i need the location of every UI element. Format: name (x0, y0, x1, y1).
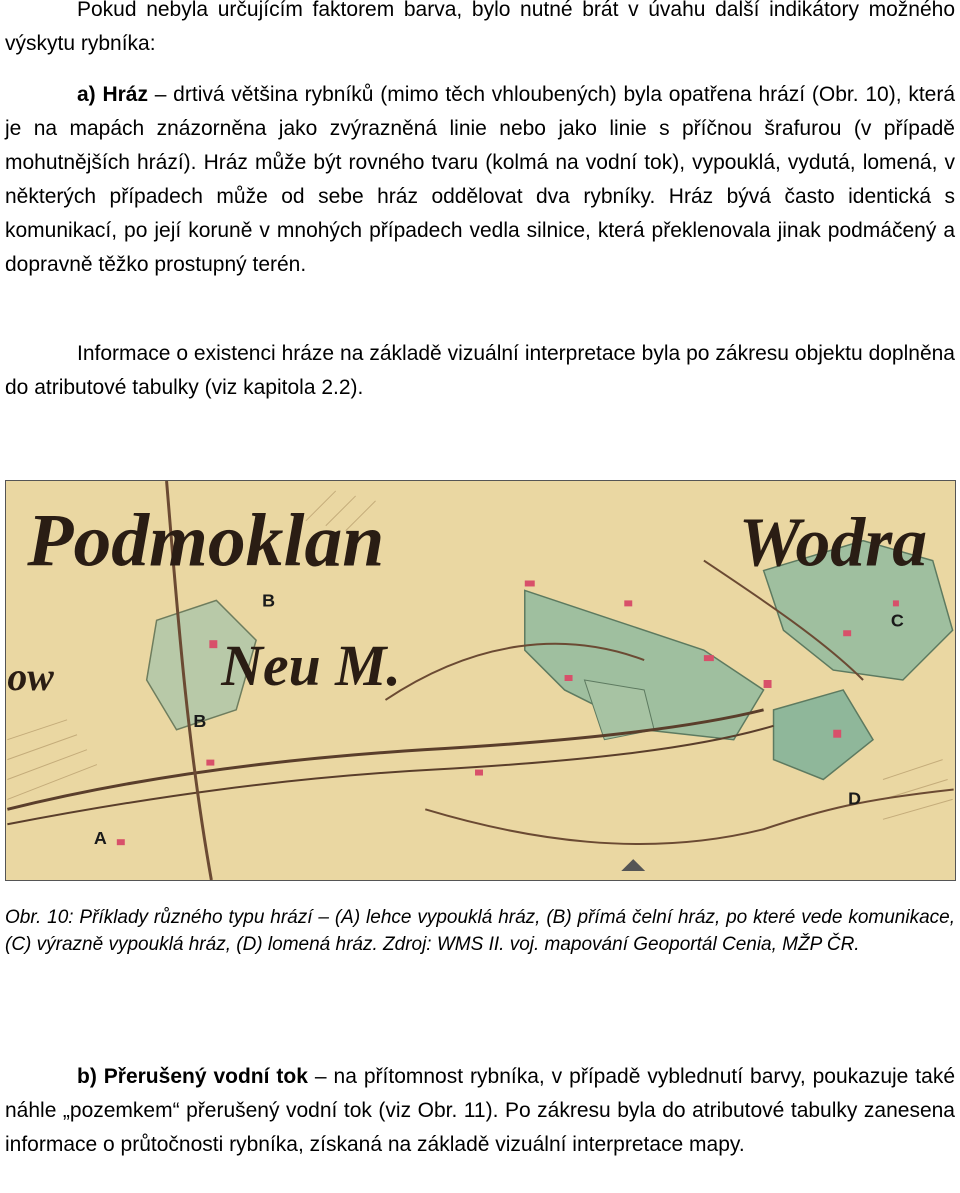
intro-text: Pokud nebyla určujícím faktorem barva, bylo nutné brát v úvahu další indikátory možného výskytu rybníka: (5, 0, 955, 55)
figure-caption: Obr. 10: Příklady různého typu hrází – (A) lehce vypouklá hráz, (B) přímá čelní hráz, po které vede komunikace, (C) výrazně vypouklá hráz, (D) lomená hráz. Zdroj: WMS II. voj. mapování Geoportál Cenia, MŽP ČR. (5, 907, 955, 955)
map-title-right: Wodra (738, 504, 928, 582)
historical-map-figure (5, 480, 956, 881)
attribute-text: Informace o existenci hráze na základě vizuální interpretace byla po zákresu objektu doplněna do atributové tabulky (viz kapitola 2.2). (5, 342, 955, 399)
map-title-left: Podmoklan (27, 499, 385, 583)
map-illustration (6, 481, 955, 880)
label-a: A (93, 828, 107, 849)
stream-text: – na přítomnost rybníka, v případě vyblednutí barvy, poukazuje také náhle „pozemkem“ přerušený vodní tok (viz Obr. 11). Po zákresu byla do atributové tabulky zanesena informace o průtočnosti rybníka, získaná na základě vizuální interpretace mapy. (5, 1065, 956, 1156)
stream-heading: b) Přerušený vodní tok (77, 1065, 308, 1088)
label-d: D (848, 788, 862, 809)
label-c: C (890, 610, 904, 631)
intro-paragraph (5, 0, 955, 61)
dam-heading: a) Hráz (77, 83, 148, 106)
dam-paragraph (5, 78, 955, 282)
map-fragment-left: ow (7, 654, 54, 699)
attribute-paragraph (5, 337, 955, 405)
map-subtitle: Neu M. (221, 634, 401, 698)
stream-paragraph (5, 1060, 955, 1162)
label-b2: B (193, 710, 207, 731)
dam-text: – drtivá většina rybníků (mimo těch vhloubených) byla opatřena hrází (Obr. 10), která je na mapách znázorněna jako zvýrazněná linie nebo jako linie s příčnou šrafurou (v případě mohutnějších hrází). Hráz může být rovného tvaru (kolmá na vodní tok), vypouklá, vydutá, lomená, v některých případech může od sebe hráz oddělovat dva rybníky. Hráz bývá často identická s komunikací, po její koruně v mnohých případech vedla silnice, která překlenovala jinak podmáčený a dopravně těžko prostupný terén. (5, 83, 955, 276)
label-b1: B (262, 590, 276, 611)
